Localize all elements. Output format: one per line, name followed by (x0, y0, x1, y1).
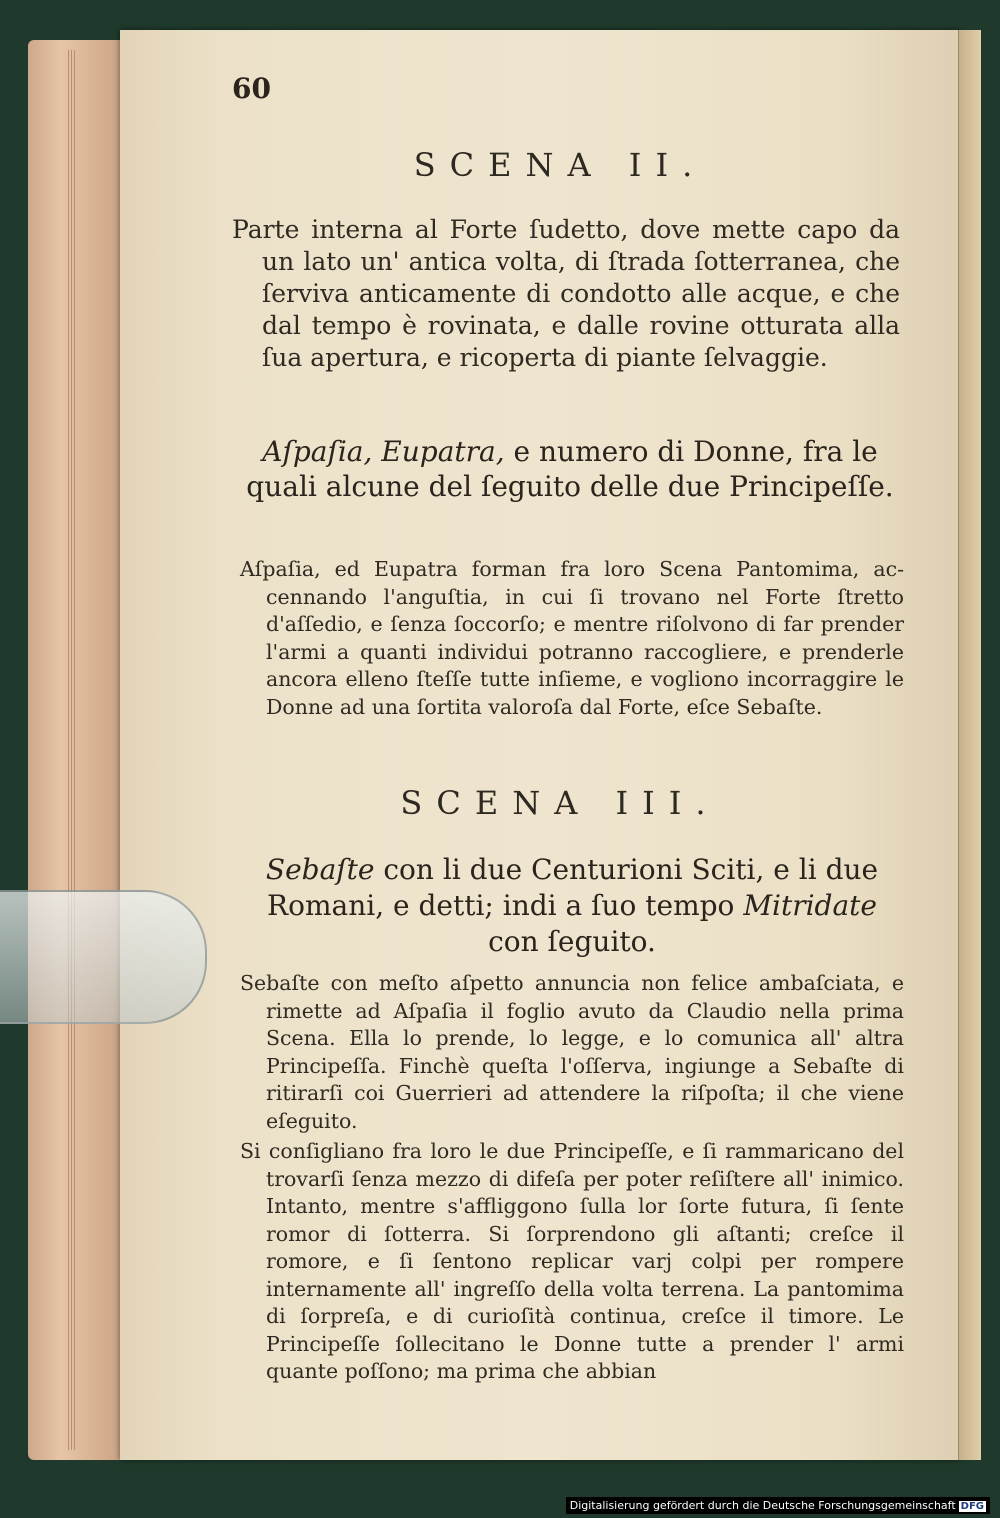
stage-direction-first: Aſpaſia, ed Eupatra forman fra loro Scena Pantomima, ac- (240, 557, 904, 581)
characters-mid: con li due Centurioni Sciti, e li due Romani, e detti; indi a ſuo tempo (267, 853, 879, 922)
stage-direction-2-rest: e rimette ad Aſpaſia il foglio avuto da Claudio nella prima Scena. Ella lo prende, lo legge, e lo comunica all' altra Principeſſa. Finchè queſta l'oſſerva, ingiunge a Sebaſte di ritirarſi coi Guerrieri ad attendere la riſpoſta; il che viene eſeguito. (266, 971, 904, 1133)
footer-text: Digitalisierung gefördert durch die Deutsche Forschungsgemeinschaft (569, 1499, 956, 1512)
stage-direction-3-first: Si conſigliano fra loro le due Principeſſe, e ſi rammaricano (240, 1139, 864, 1163)
characters-rest: e numero di Donne, fra le quali alcune del ſeguito delle due Principeſſe. (246, 435, 894, 503)
stage-direction-3-rest: del trovarſi ſenza mezzo di difeſa per poter reſiſtere all' inimico. Intanto, mentre s'affliggono ſulla lor ſorte futura, ſi ſente romor di ſotterra. Si ſorprendono gli aſtanti; creſce il romore, e ſi ſentono replicar varj colpi per rompere internamente all' ingreſſo della volta terrena. La pantomima di ſorpreſa, e di curioſità continua, creſce il timore. Le Principeſſe ſollecitano le Donne tutte a prender l' armi quante poſſono; ma prima che abbian (266, 1139, 904, 1383)
glass-page-clip (0, 890, 207, 1024)
character-sebaste: Sebaſte (265, 853, 375, 886)
scene-title: SCENA II. (413, 146, 707, 184)
stage-direction-rest: cennando l'anguſtia, in cui ſi trovano nel Forte ſtretto d'aſſedio, e ſenza ſoccorſo; e mentre riſolvono di far prender l'armi a quanti individui potranno raccogliere, e prenderle ancora elleno ſteſſe tutte inſieme, e vogliono incorraggire le Donne ad una ſortita valoroſa dal Forte, eſce Sebaſte. (266, 584, 904, 719)
facing-page-edge (958, 30, 981, 1460)
character-aspasia: Aſpaſia, (262, 435, 373, 468)
character-mitridate: Mitridate (743, 889, 877, 922)
setting-description (232, 214, 900, 374)
setting-first-line: Parte interna al Forte ſudetto, dove mette capo (232, 215, 858, 244)
stage-direction (240, 556, 904, 721)
character-eupatra: Eupatra, (381, 435, 505, 468)
dfg-logo: DFG (960, 1501, 984, 1512)
scene-title-2: SCENA III. (400, 784, 720, 822)
page-number: 60 (232, 72, 271, 105)
characters-list-2 (240, 852, 904, 960)
stage-direction-3 (240, 1138, 904, 1386)
stage-direction-2-first: Sebaſte con meſto aſpetto annuncia non felice ambaſciata, (240, 971, 881, 995)
setting-rest: da un lato un' antica volta, di ſtrada ſotterranea, che ſerviva anticamente di condotto alle acque, e che dal tempo è rovinata, e dalle rovine otturata alla ſua apertura, e ricoperta di piante ſelvaggie. (262, 215, 900, 372)
characters-end: con ſeguito. (488, 925, 656, 958)
stage-direction-2 (240, 970, 904, 1135)
footer-credit (566, 1497, 990, 1514)
characters-list (238, 434, 902, 504)
